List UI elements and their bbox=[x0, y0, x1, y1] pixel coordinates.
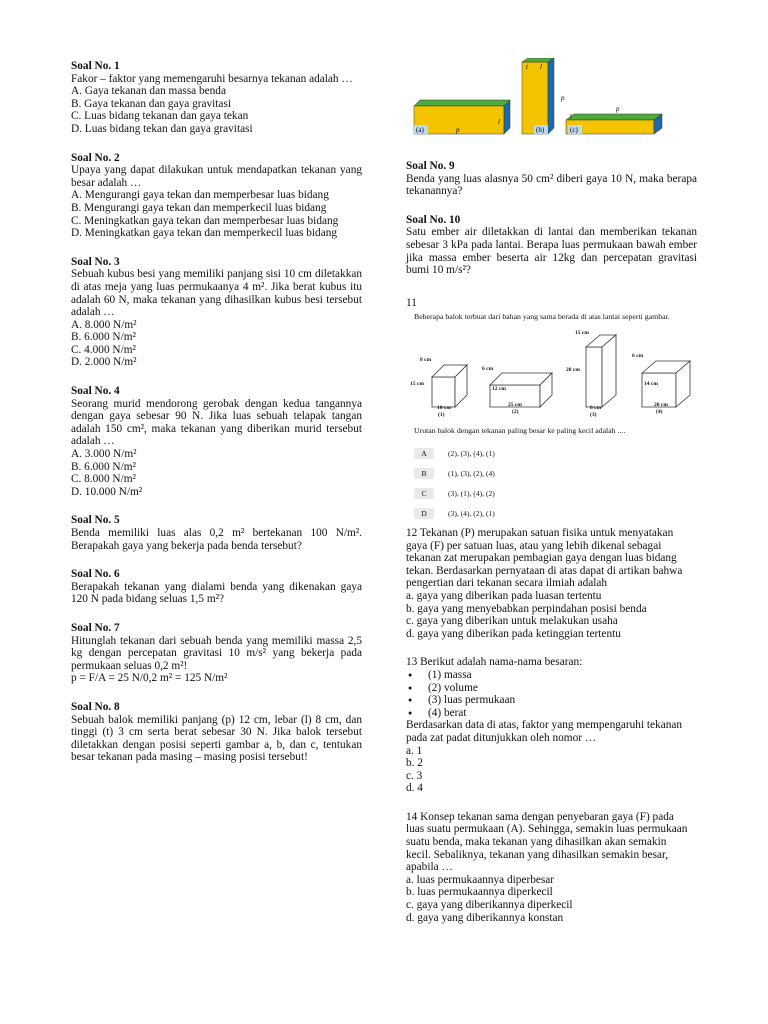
question-10 bbox=[406, 214, 697, 277]
option-letter: B bbox=[414, 468, 434, 479]
question-text: Upaya yang dapat dilakukan untuk mendapatkan tekanan yang besar adalah … bbox=[71, 164, 362, 189]
question-text: Hitunglah tekanan dari sebuah benda yang memiliki massa 2,5 kg dengan percepatan gravitasi 10 m/s² yang bekerja pada permukaan seluas 0,2 m²! bbox=[71, 634, 362, 672]
option: D. 10.000 N/m² bbox=[71, 485, 143, 498]
question-text: Berapakah tekanan yang dialami benda yang dikenakan gaya 120 N pada bidang seluas 1,5 m²? bbox=[71, 580, 362, 606]
question-9 bbox=[406, 160, 697, 198]
option-c[interactable] bbox=[414, 483, 495, 503]
dim-b4-bottom: 20 cm bbox=[654, 402, 668, 408]
option: B. Gaya tekanan dan gaya gravitasi bbox=[71, 97, 231, 110]
question-text: 12 Tekanan (P) merupakan satuan fisika untuk menyatakan gaya (F) per satuan luas, atau yang lebih dikenal sebagai tekanan zat merupakan pembagian gaya dengan luas bidang tekan. Berdasarkan pernyataan di atas dapat di artikan bahwa pengertian dari tekanan secara ilmiah adalah bbox=[406, 527, 683, 590]
question-title: Soal No. 7 bbox=[71, 621, 120, 634]
option-text: (2), (3), (4), (1) bbox=[448, 448, 495, 458]
dim-b2-num: (2) bbox=[512, 409, 519, 415]
dim-b3-side: 20 cm bbox=[566, 367, 580, 373]
question-text: Fakor – faktor yang memengaruhi besarnya tekanan adalah … bbox=[71, 72, 353, 85]
dim-b3-num: (3) bbox=[590, 412, 597, 418]
right-column-bottom bbox=[406, 527, 692, 940]
dim-b1-top: 8 cm bbox=[420, 357, 432, 363]
question-text: Sebuah kubus besi yang memiliki panjang sisi 10 cm diletakkan di atas meja yang luas permukaanya 4 m². Jika berat kubus itu adalah 60 N, maka tekanan yang dihasilkan kubus besi tersebut adalah … bbox=[71, 268, 362, 319]
option: a. gaya yang diberikan pada luasan tertentu bbox=[406, 589, 602, 602]
left-column bbox=[71, 60, 362, 780]
dim-b3-bottom: 8 cm bbox=[590, 405, 602, 411]
dim-b2-side: 12 cm bbox=[492, 386, 506, 392]
label-t2: t bbox=[570, 112, 572, 120]
option: B. Mengurangi gaya tekan dan memperkecil luas bidang bbox=[71, 201, 327, 214]
question-1 bbox=[71, 60, 362, 136]
label-l: l bbox=[498, 118, 500, 126]
label-p: p bbox=[456, 126, 460, 134]
block-c bbox=[566, 105, 662, 134]
question-title: Soal No. 10 bbox=[406, 213, 461, 226]
question-title: Soal No. 4 bbox=[71, 385, 120, 398]
option: b. gaya yang menyebabkan perpindahan posisi benda bbox=[406, 602, 647, 615]
dim-b2-top: 6 cm bbox=[482, 366, 494, 372]
question-text-2: Berdasarkan data di atas, faktor yang mempengaruhi tekanan pada zat padat ditunjukkan oleh nomor … bbox=[406, 719, 683, 744]
question-11-number: 11 bbox=[406, 297, 417, 309]
label-p2: p bbox=[561, 94, 565, 102]
question-title: Soal No. 3 bbox=[71, 255, 120, 268]
block-b bbox=[522, 58, 565, 134]
question-7 bbox=[71, 622, 362, 685]
option: C. Meningkatkan gaya tekan dan memperbesar luas bidang bbox=[71, 214, 339, 227]
question-text: 13 Berikut adalah nama-nama besaran: bbox=[406, 656, 583, 669]
option: a. 1 bbox=[406, 744, 423, 757]
option: C. 8.000 N/m² bbox=[71, 473, 136, 486]
dim-b4-side: 14 cm bbox=[644, 381, 658, 387]
option-letter: A bbox=[414, 448, 434, 459]
option-a[interactable] bbox=[414, 443, 495, 463]
dim-b4-top: 6 cm bbox=[632, 353, 644, 359]
option: c. 3 bbox=[406, 769, 423, 782]
option: C. Luas bidang tekanan dan gaya tekan bbox=[71, 110, 249, 123]
option: b. luas permukaannya diperkecil bbox=[406, 886, 553, 899]
option-text: (1), (3), (2), (4) bbox=[448, 468, 495, 478]
option-d[interactable] bbox=[414, 503, 495, 523]
label-t: t bbox=[526, 63, 528, 71]
question-14 bbox=[406, 811, 692, 924]
question-title: Soal No. 1 bbox=[71, 60, 120, 72]
option: d. gaya yang diberikannya konstan bbox=[406, 911, 564, 924]
right-column-top bbox=[406, 160, 697, 293]
option: A. 8.000 N/m² bbox=[71, 318, 137, 331]
option-letter: C bbox=[414, 488, 434, 499]
question-title: Soal No. 2 bbox=[71, 151, 120, 164]
option: D. 2.000 N/m² bbox=[71, 356, 137, 369]
dim-b3-top: 15 cm bbox=[575, 330, 589, 336]
question-title: Soal No. 5 bbox=[71, 514, 120, 527]
dim-b1-bottom: 10 cm bbox=[437, 405, 451, 411]
question-11-prompt: Urutan balok dengan tekanan paling besar ke paling kecil adalah .... bbox=[414, 426, 626, 435]
question-2 bbox=[71, 152, 362, 240]
option: b. 2 bbox=[406, 757, 423, 770]
label-b: (b) bbox=[536, 126, 545, 134]
option-text: (3), (4), (2), (1) bbox=[448, 508, 495, 518]
option: A. 3.000 N/m² bbox=[71, 448, 137, 461]
label-p3: p bbox=[616, 105, 620, 113]
question-text: Satu ember air diletakkan di lantai dan memberikan tekanan sebesar 3 kPa pada lantai. Berapa luas permukaan bawah ember jika massa ember beserta air 12kg dan percepatan gravitasi bumi 10 m/s²? bbox=[406, 226, 697, 277]
label-c: (c) bbox=[570, 126, 578, 134]
list-item: ● (3) luas permukaan bbox=[406, 694, 692, 707]
question-text: Benda yang luas alasnya 50 cm² diberi gaya 10 N, maka berapa tekanannya? bbox=[406, 172, 697, 198]
dim-b4-num: (4) bbox=[656, 409, 663, 415]
dim-b2-bottom: 25 cm bbox=[508, 402, 522, 408]
option: B. 6.000 N/m² bbox=[71, 331, 136, 344]
block-a bbox=[414, 100, 510, 134]
question-13 bbox=[406, 656, 692, 795]
question-title: Soal No. 9 bbox=[406, 160, 455, 172]
option: B. 6.000 N/m² bbox=[71, 460, 136, 473]
list-item: ● (1) massa bbox=[406, 669, 692, 682]
option: c. gaya yang diberikan untuk melakukan usaha bbox=[406, 615, 618, 628]
list-item: ● (2) volume bbox=[406, 682, 692, 695]
option: c. gaya yang diberikannya diperkecil bbox=[406, 899, 573, 912]
option-letter: D bbox=[414, 508, 434, 519]
option: D. Meningkatkan gaya tekan dan memperkecil luas bidang bbox=[71, 227, 338, 240]
question-title: Soal No. 6 bbox=[71, 568, 120, 581]
option-text: (3), (1), (4), (2) bbox=[448, 488, 495, 498]
option: d. 4 bbox=[406, 782, 423, 795]
question-12 bbox=[406, 527, 692, 640]
question-text: Benda memiliki luas alas 0,2 m² bertekanan 100 N/m². Berapakah gaya yang bekerja pada benda tersebut? bbox=[71, 527, 362, 552]
question-3 bbox=[71, 256, 362, 369]
question-text: Sebuah balok memiliki panjang (p) 12 cm, lebar (l) 8 cm, dan tinggi (t) 3 cm serta berat sebesar 30 N. Jika balok tersebut diletakkan dengan posisi seperti gambar a, b, dan c, tentukan besar tekanan pada masing – masing posisi tersebut! bbox=[71, 713, 362, 764]
question-11-options bbox=[414, 443, 495, 523]
question-5 bbox=[71, 514, 362, 552]
label-l2: l bbox=[540, 63, 542, 71]
block-positions-figure bbox=[412, 58, 672, 140]
option-b[interactable] bbox=[414, 463, 495, 483]
label-a: (a) bbox=[416, 126, 424, 134]
list-item: ● (4) berat bbox=[406, 707, 692, 720]
option: A. Gaya tekanan dan massa benda bbox=[71, 85, 226, 98]
option: D. Luas bidang tekan dan gaya gravitasi bbox=[71, 122, 253, 135]
dim-b1-side: 15 cm bbox=[410, 381, 424, 387]
question-8 bbox=[71, 701, 362, 764]
question-4 bbox=[71, 385, 362, 498]
question-title: Soal No. 8 bbox=[71, 700, 120, 713]
option: C. 4.000 N/m² bbox=[71, 343, 136, 356]
question-text: 14 Konsep tekanan sama dengan penyebaran gaya (F) pada luas suatu permukaan (A). Sehingga, semakin luas permukaan suatu benda, maka tekanan yang dihasilkan akan semakin kecil. Sebaliknya, tekanan yang dihasilkan semakin besar, apabila … bbox=[406, 810, 688, 874]
question-6 bbox=[71, 568, 362, 606]
question-text: Seorang murid mendorong gerobak dengan kedua tangannya dengan gaya sebesar 90 N. Jika luas sebuah telapak tangan adalah 150 cm², maka tekanan yang diberikan murid tersebut adalah … bbox=[71, 397, 362, 448]
option: a. luas permukaannya diperbesar bbox=[406, 873, 555, 886]
question-11-intro: Beberapa balok terbuat dari bahan yang sama berada di atas lantai seperti gambar. bbox=[414, 312, 670, 321]
four-blocks-figure bbox=[410, 325, 710, 420]
option: A. Mengurangi gaya tekan dan memperbesar luas bidang bbox=[71, 189, 329, 202]
formula: p = F/A = 25 N/0,2 m² = 125 N/m² bbox=[71, 672, 228, 685]
dim-b1-num: (1) bbox=[438, 412, 445, 418]
option: d. gaya yang diberikan pada ketinggian tertentu bbox=[406, 627, 621, 640]
